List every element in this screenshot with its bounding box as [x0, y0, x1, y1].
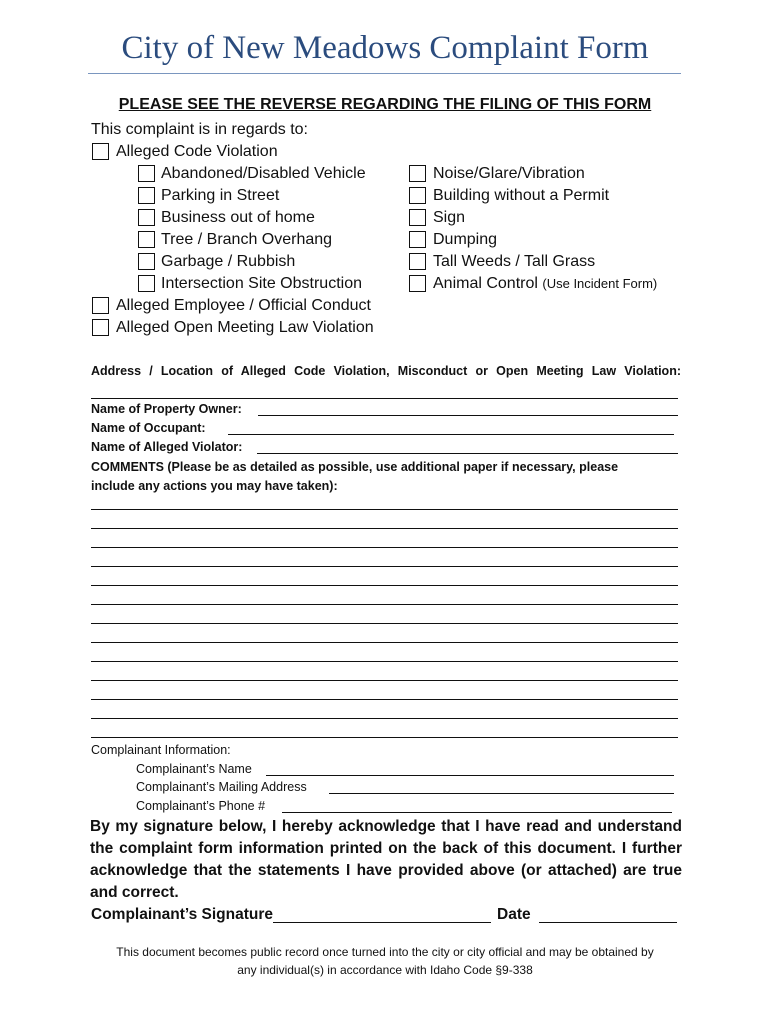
acknowledgement-text: By my signature below, I hereby acknowledge that I have read and understand the complaint form information printed on the back of this document. I further acknowledge that the statements I have provided above (or attached) are true and correct. [90, 818, 682, 901]
tree-branch-overhang-checkbox[interactable] [138, 231, 155, 248]
abandoned-vehicle-checkbox[interactable] [138, 165, 155, 182]
complainant-name-input[interactable] [266, 760, 674, 776]
date-label: Date [497, 906, 531, 923]
open-meeting-checkbox[interactable] [92, 319, 109, 336]
abandoned-vehicle-label: Abandoned/Disabled Vehicle [161, 165, 366, 182]
business-out-of-home-checkbox[interactable] [138, 209, 155, 226]
property-owner-input[interactable] [258, 400, 678, 416]
property-owner-label: Name of Property Owner: [91, 402, 242, 416]
comment-line[interactable] [91, 623, 678, 624]
tree-branch-overhang-label: Tree / Branch Overhang [161, 231, 333, 248]
parking-in-street-checkbox[interactable] [138, 187, 155, 204]
parking-in-street-label: Parking in Street [161, 187, 280, 204]
comment-line[interactable] [91, 509, 678, 510]
employee-conduct-label: Alleged Employee / Official Conduct [116, 297, 371, 314]
sign-checkbox[interactable] [409, 209, 426, 226]
dumping-label: Dumping [433, 231, 498, 248]
intersection-obstruction-label: Intersection Site Obstruction [161, 275, 362, 292]
building-without-permit-label: Building without a Permit [433, 187, 610, 204]
complainant-address-input[interactable] [329, 778, 674, 794]
comment-line[interactable] [91, 585, 678, 586]
code-violation-label: Alleged Code Violation [116, 143, 278, 160]
public-record-notice [0, 943, 770, 979]
animal-control-text: Animal Control [433, 275, 538, 292]
intersection-obstruction-checkbox[interactable] [138, 275, 155, 292]
title-divider [88, 73, 681, 74]
date-input[interactable] [539, 907, 677, 923]
noise-glare-checkbox[interactable] [409, 165, 426, 182]
violator-label: Name of Alleged Violator: [91, 440, 243, 454]
complainant-phone-input[interactable] [282, 797, 672, 813]
garbage-rubbish-checkbox[interactable] [138, 253, 155, 270]
comment-line[interactable] [91, 528, 678, 529]
complainant-name-label: Complainant’s Name [136, 762, 252, 776]
garbage-rubbish-label: Garbage / Rubbish [161, 253, 296, 270]
reverse-notice: PLEASE SEE THE REVERSE REGARDING THE FILING OF THIS FORM [118, 96, 652, 113]
comment-line[interactable] [91, 604, 678, 605]
complainant-phone-label: Complainant’s Phone # [136, 799, 266, 813]
footer-line-1: This document becomes public record once turned into the city or city official and may be obtained by [116, 945, 654, 959]
tall-weeds-checkbox[interactable] [409, 253, 426, 270]
complainant-address-label: Complainant’s Mailing Address [136, 780, 307, 794]
comment-line[interactable] [91, 566, 678, 567]
comment-line[interactable] [91, 661, 678, 662]
address-label: Address / Location of Alleged Code Violation, Misconduct or Open Meeting Law Violation: [91, 364, 681, 378]
comment-line[interactable] [91, 718, 678, 719]
code-violation-checkbox[interactable] [92, 143, 109, 160]
open-meeting-label: Alleged Open Meeting Law Violation [116, 319, 374, 336]
form-title: City of New Meadows Complaint Form [121, 30, 649, 66]
tall-weeds-label: Tall Weeds / Tall Grass [433, 253, 596, 270]
building-without-permit-checkbox[interactable] [409, 187, 426, 204]
animal-control-checkbox[interactable] [409, 275, 426, 292]
comment-line[interactable] [91, 680, 678, 681]
complainant-heading: Complainant Information: [91, 743, 231, 757]
employee-conduct-checkbox[interactable] [92, 297, 109, 314]
sign-label: Sign [433, 209, 466, 226]
comment-line[interactable] [91, 547, 678, 548]
footer-line-2: any individual(s) in accordance with Idaho Code §9-338 [237, 963, 533, 977]
violator-input[interactable] [257, 438, 678, 454]
occupant-input[interactable] [228, 419, 674, 435]
signature-input[interactable] [273, 907, 491, 923]
animal-control-note: (Use Incident Form) [542, 276, 658, 291]
regards-label: This complaint is in regards to: [91, 121, 308, 138]
signature-label: Complainant’s Signature [91, 906, 274, 923]
dumping-checkbox[interactable] [409, 231, 426, 248]
business-out-of-home-label: Business out of home [161, 209, 315, 226]
comment-line[interactable] [91, 737, 678, 738]
animal-control-label [433, 274, 657, 294]
address-input[interactable] [91, 383, 678, 399]
comment-line[interactable] [91, 642, 678, 643]
comment-line[interactable] [91, 699, 678, 700]
comments-label: COMMENTS (Please be as detailed as possible, use additional paper if necessary, please include any actions you may have taken): [91, 460, 619, 493]
occupant-label: Name of Occupant: [91, 421, 206, 435]
noise-glare-label: Noise/Glare/Vibration [433, 165, 585, 182]
